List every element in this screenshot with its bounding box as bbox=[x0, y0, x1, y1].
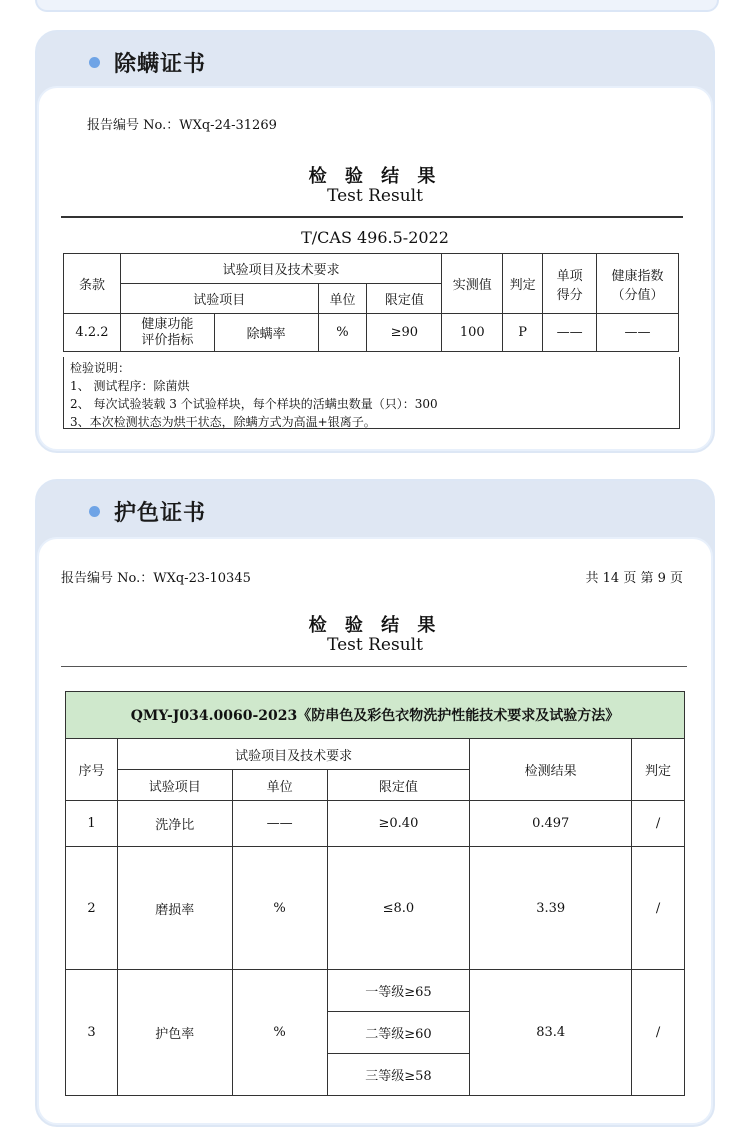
color-protection-certificate-card bbox=[35, 479, 715, 1127]
cell-category: 健康功能 评价指标 bbox=[120, 314, 214, 352]
cell-unit: % bbox=[232, 970, 327, 1096]
divider bbox=[61, 666, 687, 667]
result-title-cn: 检 验 结 果 bbox=[308, 166, 442, 187]
cell-result: 3.39 bbox=[470, 847, 632, 970]
cell-limit-grade-1: 一等级≥65 bbox=[327, 970, 470, 1012]
header-measured: 实测值 bbox=[442, 254, 503, 314]
cell-unit: —— bbox=[232, 801, 327, 847]
cell-limit-grade-3: 三等级≥58 bbox=[327, 1054, 470, 1096]
cell-no: 2 bbox=[66, 847, 118, 970]
bullet-dot-icon bbox=[89, 57, 100, 68]
cell-item: 洗净比 bbox=[117, 801, 232, 847]
header-judge: 判定 bbox=[632, 739, 685, 801]
previous-card-bottom bbox=[35, 0, 719, 12]
cell-judge: P bbox=[503, 314, 543, 352]
header-no: 序号 bbox=[66, 739, 118, 801]
cell-no: 3 bbox=[66, 970, 118, 1096]
cell-judge: / bbox=[632, 970, 685, 1096]
divider bbox=[61, 216, 683, 218]
header-unit: 单位 bbox=[232, 770, 327, 801]
table-row bbox=[66, 847, 685, 970]
result-title-en: Test Result bbox=[327, 635, 423, 655]
section-title: 除螨证书 bbox=[114, 51, 207, 77]
certificate-paper bbox=[37, 537, 713, 1125]
cell-measured: 100 bbox=[442, 314, 503, 352]
cell-clause: 4.2.2 bbox=[64, 314, 121, 352]
report-number: 报告编号 No.：WXq-23-10345 bbox=[61, 571, 251, 586]
header-single-score: 单项 得分 bbox=[543, 254, 597, 314]
note-line: 3、本次检测状态为烘干状态，除螨方式为高温+银离子。 bbox=[70, 415, 376, 429]
cell-item: 磨损率 bbox=[117, 847, 232, 970]
header-limit: 限定值 bbox=[327, 770, 470, 801]
card-header bbox=[37, 32, 713, 92]
note-line: 检验说明： bbox=[70, 361, 131, 375]
header-items-requirements: 试验项目及技术要求 bbox=[120, 254, 441, 284]
header-limit: 限定值 bbox=[367, 284, 442, 314]
section-title: 护色证书 bbox=[114, 500, 207, 526]
cell-item: 除螨率 bbox=[214, 314, 318, 352]
header-item: 试验项目 bbox=[117, 770, 232, 801]
table-row bbox=[66, 970, 685, 1012]
header-unit: 单位 bbox=[318, 284, 367, 314]
table-row bbox=[64, 314, 679, 352]
header-health-index: 健康指数 （分值） bbox=[597, 254, 679, 314]
header-clause: 条款 bbox=[64, 254, 121, 314]
cell-item: 护色率 bbox=[117, 970, 232, 1096]
page-count: 共 14 页 第 9 页 bbox=[585, 571, 683, 586]
mite-result-table bbox=[63, 253, 679, 352]
cell-single-score: —— bbox=[543, 314, 597, 352]
header-judge: 判定 bbox=[503, 254, 543, 314]
inspection-notes bbox=[63, 357, 680, 429]
cell-no: 1 bbox=[66, 801, 118, 847]
table-row bbox=[66, 801, 685, 847]
cell-judge: / bbox=[632, 847, 685, 970]
mite-certificate-card bbox=[35, 30, 715, 453]
result-title-cn: 检 验 结 果 bbox=[308, 615, 442, 636]
color-result-table bbox=[65, 691, 685, 1096]
cell-result: 83.4 bbox=[470, 970, 632, 1096]
result-title-en: Test Result bbox=[327, 186, 423, 206]
cell-judge: / bbox=[632, 801, 685, 847]
header-result: 检测结果 bbox=[470, 739, 632, 801]
cell-health-index: —— bbox=[597, 314, 679, 352]
header-item: 试验项目 bbox=[120, 284, 318, 314]
header-items-requirements: 试验项目及技术要求 bbox=[117, 739, 469, 770]
report-number: 报告编号 No.：WXq-24-31269 bbox=[87, 118, 277, 133]
cell-limit: ≥90 bbox=[367, 314, 442, 352]
card-header bbox=[37, 481, 713, 541]
note-line: 2、 每次试验装载 3 个试验样块，每个样块的活螨虫数量（只）：300 bbox=[70, 397, 438, 411]
cell-result: 0.497 bbox=[470, 801, 632, 847]
cell-limit: ≤8.0 bbox=[327, 847, 470, 970]
bullet-dot-icon bbox=[89, 506, 100, 517]
cell-unit: % bbox=[232, 847, 327, 970]
note-line: 1、 测试程序：除菌烘 bbox=[70, 379, 190, 393]
standard-name: QMY-J034.0060-2023《防串色及彩色衣物洗护性能技术要求及试验方法》 bbox=[66, 692, 685, 739]
cell-unit: % bbox=[318, 314, 367, 352]
certificate-paper bbox=[37, 86, 713, 451]
cell-limit: ≥0.40 bbox=[327, 801, 470, 847]
standard-name: T/CAS 496.5-2022 bbox=[301, 228, 449, 247]
cell-limit-grade-2: 二等级≥60 bbox=[327, 1012, 470, 1054]
